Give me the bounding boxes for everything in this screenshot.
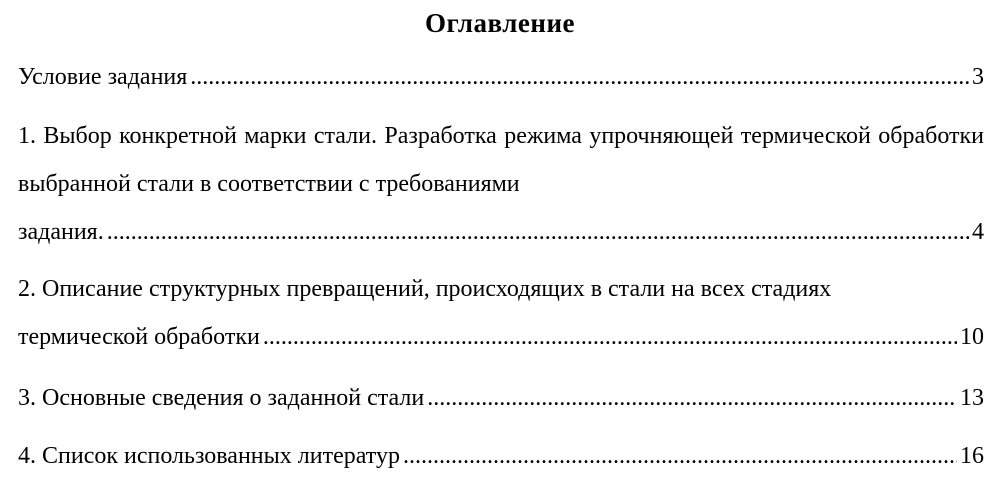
toc-entry-line [18, 383, 984, 413]
toc-entry-task-statement[interactable] [18, 62, 984, 92]
dot-leader [427, 383, 957, 413]
toc-entry-line [18, 208, 984, 256]
toc-entry-structural-transformations[interactable] [18, 265, 984, 361]
toc-entry-label: 4. Список использованных литератур [18, 443, 400, 469]
toc-entry-label: Условие задания [18, 64, 188, 90]
toc-entry-page-number: 13 [960, 385, 984, 411]
toc-entry-page-number: 3 [972, 64, 984, 90]
toc-entry-label-lead: 1. Выбор конкретной марки стали. Разработка режима упрочняющей термической обработки выбранной стали в соответствии с требованиями [18, 123, 984, 197]
dot-leader [190, 62, 969, 92]
toc-entry-steel-info[interactable] [18, 383, 984, 413]
toc-entry-line [18, 441, 984, 471]
toc-entry-references[interactable] [18, 441, 984, 471]
toc-entry-label: задания. [18, 219, 104, 245]
toc-entry-page-number: 16 [960, 443, 984, 469]
toc-entry-label-lead: 2. Описание структурных превращений, происходящих в стали на всех стадиях [18, 276, 832, 302]
toc-title: Оглавление [425, 8, 575, 38]
toc-entry-label: термической обработки [18, 324, 260, 350]
toc-entry-steel-grade-selection[interactable] [18, 112, 984, 256]
dot-leader [263, 313, 957, 361]
toc-entry-label: 3. Основные сведения о заданной стали [18, 385, 425, 411]
dot-leader [403, 441, 957, 471]
toc-entry-page-number: 4 [972, 219, 984, 245]
toc-entry-page-number: 10 [960, 324, 984, 350]
dot-leader [107, 208, 969, 256]
toc-entry-line [18, 313, 984, 361]
toc-entry-line [18, 62, 984, 92]
